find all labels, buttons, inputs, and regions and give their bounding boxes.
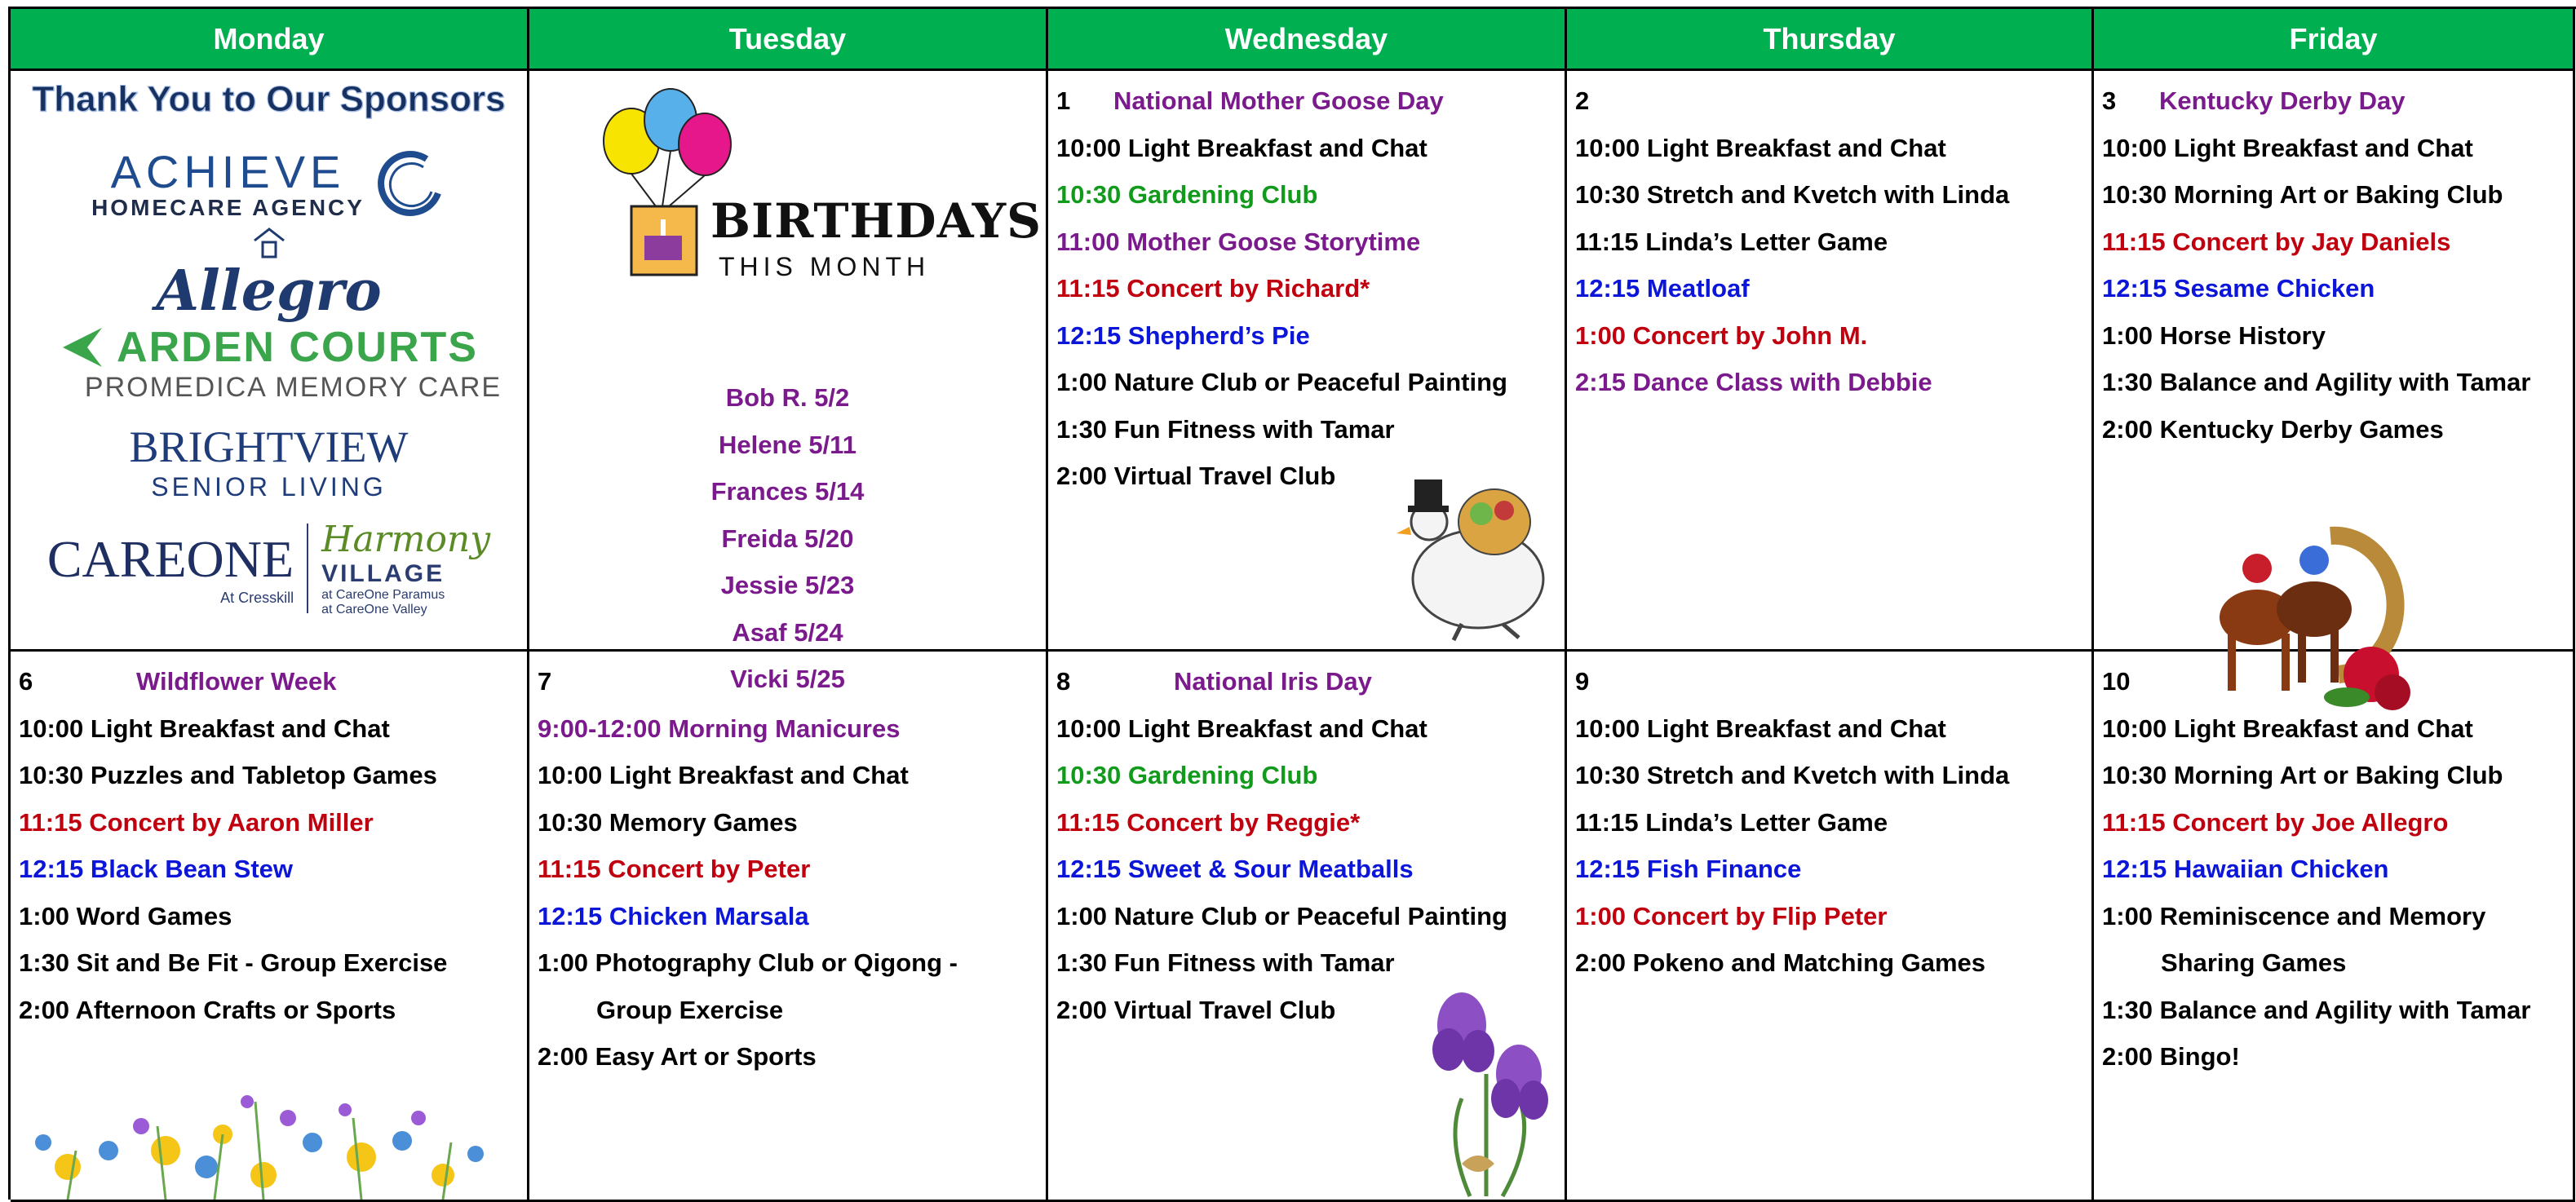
event-item: Sharing Games (2161, 948, 2347, 977)
event-item: 1:00 Photography Club or Qigong - (538, 948, 958, 977)
header-monday: Monday (11, 9, 529, 71)
event-list (1575, 125, 2091, 406)
header-friday: Friday (2094, 9, 2575, 71)
careone-name: CAREONE (46, 530, 294, 588)
event-item: 10:00 Light Breakfast and Chat (1056, 133, 1427, 162)
event-list (538, 705, 1046, 1080)
event-item: 10:00 Light Breakfast and Chat (1056, 714, 1427, 743)
sponsors-title: Thank You to Our Sponsors (32, 79, 506, 119)
allegro-logo (11, 226, 527, 324)
day-cell-8 (1048, 652, 1567, 1202)
event-item: 9:00-12:00 Morning Manicures (538, 714, 901, 743)
event-item: 10:00 Light Breakfast and Chat (2102, 133, 2473, 162)
day-title: National Mother Goose Day (1113, 86, 1444, 115)
birthday-name: Asaf 5/24 (732, 617, 843, 647)
event-item: 2:00 Afternoon Crafts or Sports (19, 995, 396, 1024)
event-item: 2:00 Pokeno and Matching Games (1575, 948, 1986, 977)
event-item: 12:15 Chicken Marsala (538, 901, 809, 930)
event-item: 1:00 Horse History (2102, 320, 2326, 350)
event-item: 1:00 Concert by Flip Peter (1575, 901, 1888, 930)
careone-logo (11, 519, 527, 617)
logo-divider (307, 524, 308, 613)
event-item: 1:00 Word Games (19, 901, 232, 930)
event-item: 2:00 Virtual Travel Club (1056, 995, 1336, 1024)
birthdays-subtitle: THIS MONTH (719, 252, 931, 281)
achieve-name: ACHIEVE (110, 146, 346, 197)
day-number: 10 (2102, 667, 2131, 696)
header-thursday: Thursday (1567, 9, 2094, 71)
birthdays-title: BIRTHDAYS (710, 193, 1042, 249)
event-item: 10:30 Memory Games (538, 807, 798, 837)
birthday-name: Vicki 5/25 (730, 665, 845, 693)
event-item: 10:00 Light Breakfast and Chat (2102, 714, 2473, 743)
house-icon (251, 226, 287, 259)
birthday-name: Frances 5/14 (710, 477, 865, 506)
event-item: 10:30 Stretch and Kvetch with Linda (1575, 761, 2010, 789)
achieve-sub: HOMECARE AGENCY (91, 195, 365, 220)
sponsors-panel (11, 71, 527, 617)
day-cell-1 (1048, 71, 1567, 652)
event-item: 11:15 Concert by Aaron Miller (19, 807, 374, 837)
birthdays-cell (529, 71, 1048, 693)
day-header (19, 658, 527, 705)
day-cell-2 (1567, 71, 2094, 652)
careone-sub: At Cresskill (220, 590, 294, 606)
day-header (1056, 658, 1565, 705)
day-cell-3 (2094, 71, 2575, 652)
birthday-list (529, 307, 1046, 703)
day-header (538, 658, 1046, 705)
event-item: 2:00 Kentucky Derby Games (2102, 414, 2444, 444)
day-number: 7 (538, 667, 552, 696)
event-list (2102, 705, 2573, 1080)
event-item: 11:15 Concert by Joe Allegro (2102, 807, 2449, 837)
achieve-ring-icon (378, 151, 446, 219)
allegro-name: Allegro (156, 259, 382, 324)
day-number: 1 (1056, 86, 1071, 115)
day-header (1056, 77, 1565, 125)
day-header (1575, 77, 2091, 125)
event-item: 12:15 Black Bean Stew (19, 855, 294, 883)
harmony-name: Harmony (321, 519, 491, 560)
arden-logo (11, 323, 527, 372)
iris-flower-image (1413, 976, 1560, 1196)
header-tuesday: Tuesday (529, 9, 1048, 71)
village-sub1: at CareOne Paramus (321, 588, 445, 602)
event-item: 11:15 Linda’s Letter Game (1575, 807, 1888, 837)
day-number: 9 (1575, 667, 1590, 696)
event-item: 1:30 Fun Fitness with Tamar (1056, 948, 1395, 977)
arden-name: ARDEN COURTS (117, 324, 478, 371)
event-item: 1:00 Concert by John M. (1575, 320, 1868, 350)
day-cell-6 (11, 652, 529, 1202)
day-number: 3 (2102, 86, 2117, 115)
event-item: 1:30 Fun Fitness with Tamar (1056, 414, 1395, 444)
event-item: 10:00 Light Breakfast and Chat (1575, 133, 1946, 162)
event-item: 12:15 Sesame Chicken (2102, 274, 2375, 303)
day-header (1575, 658, 2091, 705)
event-item: 1:00 Reminiscence and Memory (2102, 901, 2486, 930)
day-number: 2 (1575, 86, 1590, 115)
event-item: 10:30 Stretch and Kvetch with Linda (1575, 180, 2010, 209)
event-list (19, 705, 527, 1034)
sponsors-cell (11, 71, 529, 652)
event-item: 1:30 Balance and Agility with Tamar (2102, 368, 2531, 396)
day-title: National Iris Day (1174, 667, 1372, 696)
event-item: 12:15 Sweet & Sour Meatballs (1056, 855, 1414, 883)
birthday-name: Bob R. 5/2 (725, 383, 850, 412)
day-header (2102, 658, 2573, 705)
event-item: 10:00 Light Breakfast and Chat (1575, 714, 1946, 743)
event-item: 11:15 Linda’s Letter Game (1575, 227, 1888, 256)
event-item: 1:30 Balance and Agility with Tamar (2102, 995, 2531, 1024)
arden-leaf-icon (60, 325, 105, 370)
birthday-name: Jessie 5/23 (720, 571, 855, 599)
event-list (1575, 705, 2091, 987)
birthday-name: Helene 5/11 (719, 430, 856, 459)
event-item: 1:30 Sit and Be Fit - Group Exercise (19, 948, 448, 977)
event-item: Group Exercise (596, 995, 784, 1024)
event-item: 2:15 Dance Class with Debbie (1575, 368, 1932, 396)
day-title: Wildflower Week (136, 667, 337, 696)
birthday-name: Freida 5/20 (721, 524, 854, 553)
event-item: 10:30 Gardening Club (1056, 761, 1318, 789)
event-item: 11:15 Concert by Richard* (1056, 274, 1370, 303)
event-list (2102, 125, 2573, 453)
day-cell-7 (529, 652, 1048, 1202)
day-number: 6 (19, 667, 33, 696)
day-title: Kentucky Derby Day (2159, 86, 2406, 115)
event-item: 2:00 Bingo! (2102, 1042, 2240, 1071)
calendar-grid (8, 7, 2576, 1200)
event-item: 10:30 Puzzles and Tabletop Games (19, 761, 437, 789)
event-item: 12:15 Meatloaf (1575, 274, 1750, 303)
event-item: 1:00 Nature Club or Peaceful Painting (1056, 368, 1507, 396)
event-list (1056, 125, 1565, 500)
achieve-logo (11, 146, 527, 221)
birthdays-banner (529, 71, 1046, 307)
header-wednesday: Wednesday (1048, 9, 1567, 71)
event-item: 12:15 Shepherd’s Pie (1056, 320, 1310, 350)
event-item: 10:30 Morning Art or Baking Club (2102, 761, 2503, 789)
event-item: 10:30 Morning Art or Baking Club (2102, 180, 2503, 209)
event-item: 2:00 Easy Art or Sports (538, 1042, 817, 1071)
event-item: 10:30 Gardening Club (1056, 180, 1318, 209)
village-sub2: at CareOne Valley (321, 603, 427, 616)
brightview-name: BRIGHTVIEW (129, 422, 409, 471)
event-item: 10:00 Light Breakfast and Chat (538, 761, 909, 789)
event-item: 10:00 Light Breakfast and Chat (19, 714, 390, 743)
event-item: 11:00 Mother Goose Storytime (1056, 227, 1421, 256)
balloons-icon (599, 84, 746, 280)
day-header (2102, 77, 2573, 125)
mother-goose-image (1396, 457, 1560, 644)
event-item: 11:15 Concert by Peter (538, 855, 811, 883)
brightview-logo (11, 422, 527, 502)
wildflowers-image (19, 1053, 516, 1200)
event-item: 12:15 Hawaiian Chicken (2102, 855, 2389, 883)
event-item: 11:15 Concert by Jay Daniels (2102, 227, 2451, 256)
event-item: 12:15 Fish Finance (1575, 855, 1802, 883)
event-item: 2:00 Virtual Travel Club (1056, 462, 1336, 490)
event-item: 1:00 Nature Club or Peaceful Painting (1056, 901, 1507, 930)
day-cell-10 (2094, 652, 2575, 1202)
senior-living-name: SENIOR LIVING (151, 472, 387, 502)
event-item: 11:15 Concert by Reggie* (1056, 807, 1361, 837)
promedica-name: PROMEDICA MEMORY CARE (84, 372, 502, 403)
day-number: 8 (1056, 667, 1071, 696)
village-name: VILLAGE (321, 560, 445, 587)
day-cell-9 (1567, 652, 2094, 1202)
